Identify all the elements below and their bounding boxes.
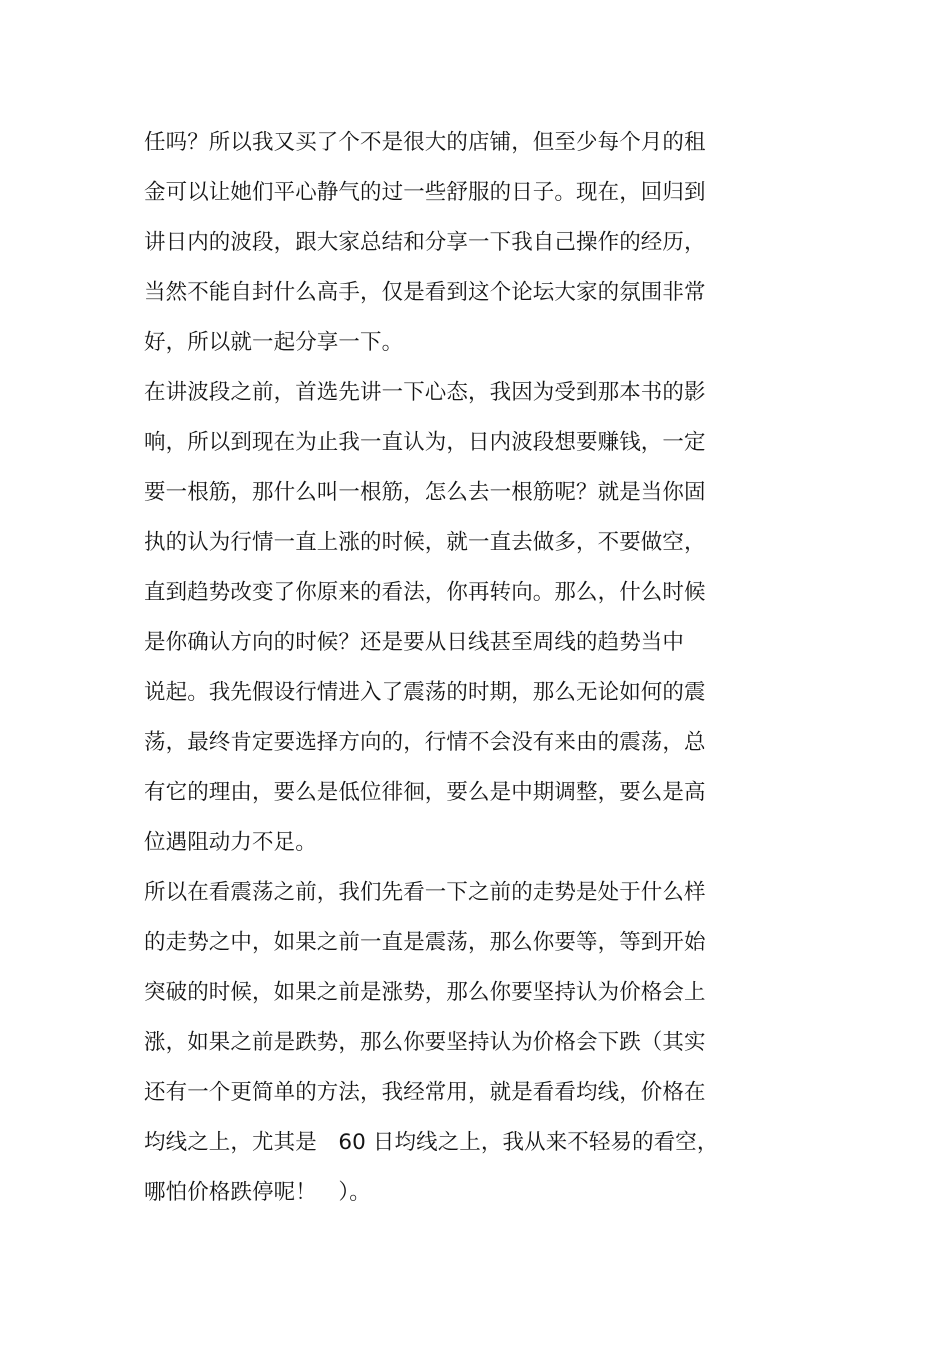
paragraph-1 [144,118,744,368]
document-body [144,118,744,1218]
text-line: 突破的时候，如果之前是涨势，那么你要坚持认为价格会上 [144,980,706,1005]
text-line: 要一根筋，那什么叫一根筋，怎么去一根筋呢？就是当你固 [144,480,706,505]
text-line: 讲日内的波段，跟大家总结和分享一下我自己操作的经历， [144,230,706,255]
text-line: 任吗？所以我又买了个不是很大的店铺，但至少每个月的租 [144,130,706,155]
text-line: 执的认为行情一直上涨的时候，就一直去做多，不要做空， [144,530,706,555]
text-line: 好，所以就一起分享一下。 [144,330,404,355]
text-line: 还有一个更简单的方法，我经常用，就是看看均线，价格在 [144,1080,706,1105]
text-line: 在讲波段之前，首选先讲一下心态，我因为受到那本书的影 [144,380,706,405]
text-line: 有它的理由，要么是低位徘徊，要么是中期调整，要么是高 [144,780,706,805]
text-line: 荡，最终肯定要选择方向的，行情不会没有来由的震荡，总 [144,730,706,755]
text-line: 的走势之中，如果之前一直是震荡，那么你要等，等到开始 [144,930,706,955]
text-line: 当然不能自封什么高手，仅是看到这个论坛大家的氛围非常 [144,280,706,305]
text-line: 直到趋势改变了你原来的看法，你再转向。那么，什么时候 [144,580,706,605]
text-line: 响，所以到现在为止我一直认为，日内波段想要赚钱，一定 [144,430,706,455]
paragraph-3 [144,868,744,1218]
text-line: 是你确认方向的时候？还是要从日线甚至周线的趋势当中 [144,630,685,655]
text-line: 金可以让她们平心静气的过一些舒服的日子。现在，回归到 [144,180,706,205]
text-line: 均线之上，尤其是 60 日均线之上，我从来不轻易的看空， [144,1130,719,1155]
text-line: 位遇阻动力不足。 [144,830,317,855]
text-line: 哪怕价格跌停呢！ ）。 [144,1180,371,1205]
text-line: 涨，如果之前是跌势，那么你要坚持认为价格会下跌（其实 [144,1030,706,1055]
text-line: 所以在看震荡之前，我们先看一下之前的走势是处于什么样 [144,880,706,905]
paragraph-2 [144,368,744,868]
text-line: 说起。我先假设行情进入了震荡的时期，那么无论如何的震 [144,680,706,705]
